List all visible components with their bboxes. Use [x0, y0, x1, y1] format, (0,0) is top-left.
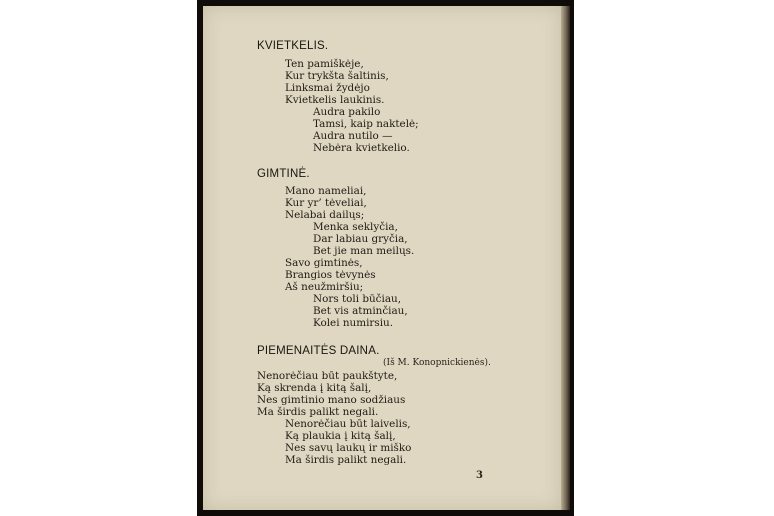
poem-line: Audra nutilo — [313, 130, 393, 142]
poem-line: Nes gimtinio mano sodžiaus [257, 394, 406, 406]
poem-title-kvietkelis: KVIETKELIS. [257, 40, 329, 52]
poem-line: Audra pakilo [313, 106, 381, 118]
poem-line: Kur trykšta šaltinis, [285, 70, 389, 82]
poem-line: Ką plaukia į kitą šalį, [285, 430, 396, 442]
poem-title-gimtine: GIMTINĖ. [257, 168, 310, 180]
poem-credit: (Iš M. Konopnickienės). [383, 358, 491, 368]
poem-line: Nors toli būčiau, [313, 293, 402, 305]
poem-line: Kolei numirsiu. [313, 317, 394, 329]
poem-line: Nebėra kvietkelio. [313, 142, 410, 154]
page-number: 3 [476, 470, 483, 481]
page-edge [561, 6, 570, 510]
poem-line: Ką skrenda į kitą šalį, [257, 382, 372, 394]
poem-line: Aš neužmiršiu; [285, 281, 364, 293]
poem-line: Kur yr’ tėveliai, [285, 197, 367, 209]
poem-line: Kvietkelis laukinis. [285, 94, 385, 106]
poem-line: Brangios tėvynės [285, 269, 376, 281]
poem-line: Nenorėčiau būt laivelis, [285, 418, 411, 430]
poem-line: Tamsi, kaip naktelė; [313, 118, 419, 130]
poem-line: Bet vis atminčiau, [313, 305, 408, 317]
poem-line: Savo gimtinės, [285, 257, 363, 269]
poem-line: Dar labiau gryčia, [313, 233, 408, 245]
poem-line: Nelabai dailųs; [285, 209, 365, 221]
poem-line: Mano nameliai, [285, 185, 367, 197]
poem-line: Bet jie man meilųs. [313, 245, 415, 257]
poem-line: Ten pamiškėje, [285, 58, 364, 70]
poem-line: Ma širdis palikt negali. [257, 406, 379, 418]
poem-title-piemenaites-daina: PIEMENAITĖS DAINA. [257, 345, 380, 357]
poem-line: Ma širdis palikt negali. [285, 454, 407, 466]
poem-line: Linksmai žydėjo [285, 82, 370, 94]
poem-line: Menka seklyčia, [313, 221, 398, 233]
poem-line: Nenorėčiau būt paukštyte, [257, 370, 398, 382]
poem-line: Nes savų laukų ir miško [285, 442, 412, 454]
